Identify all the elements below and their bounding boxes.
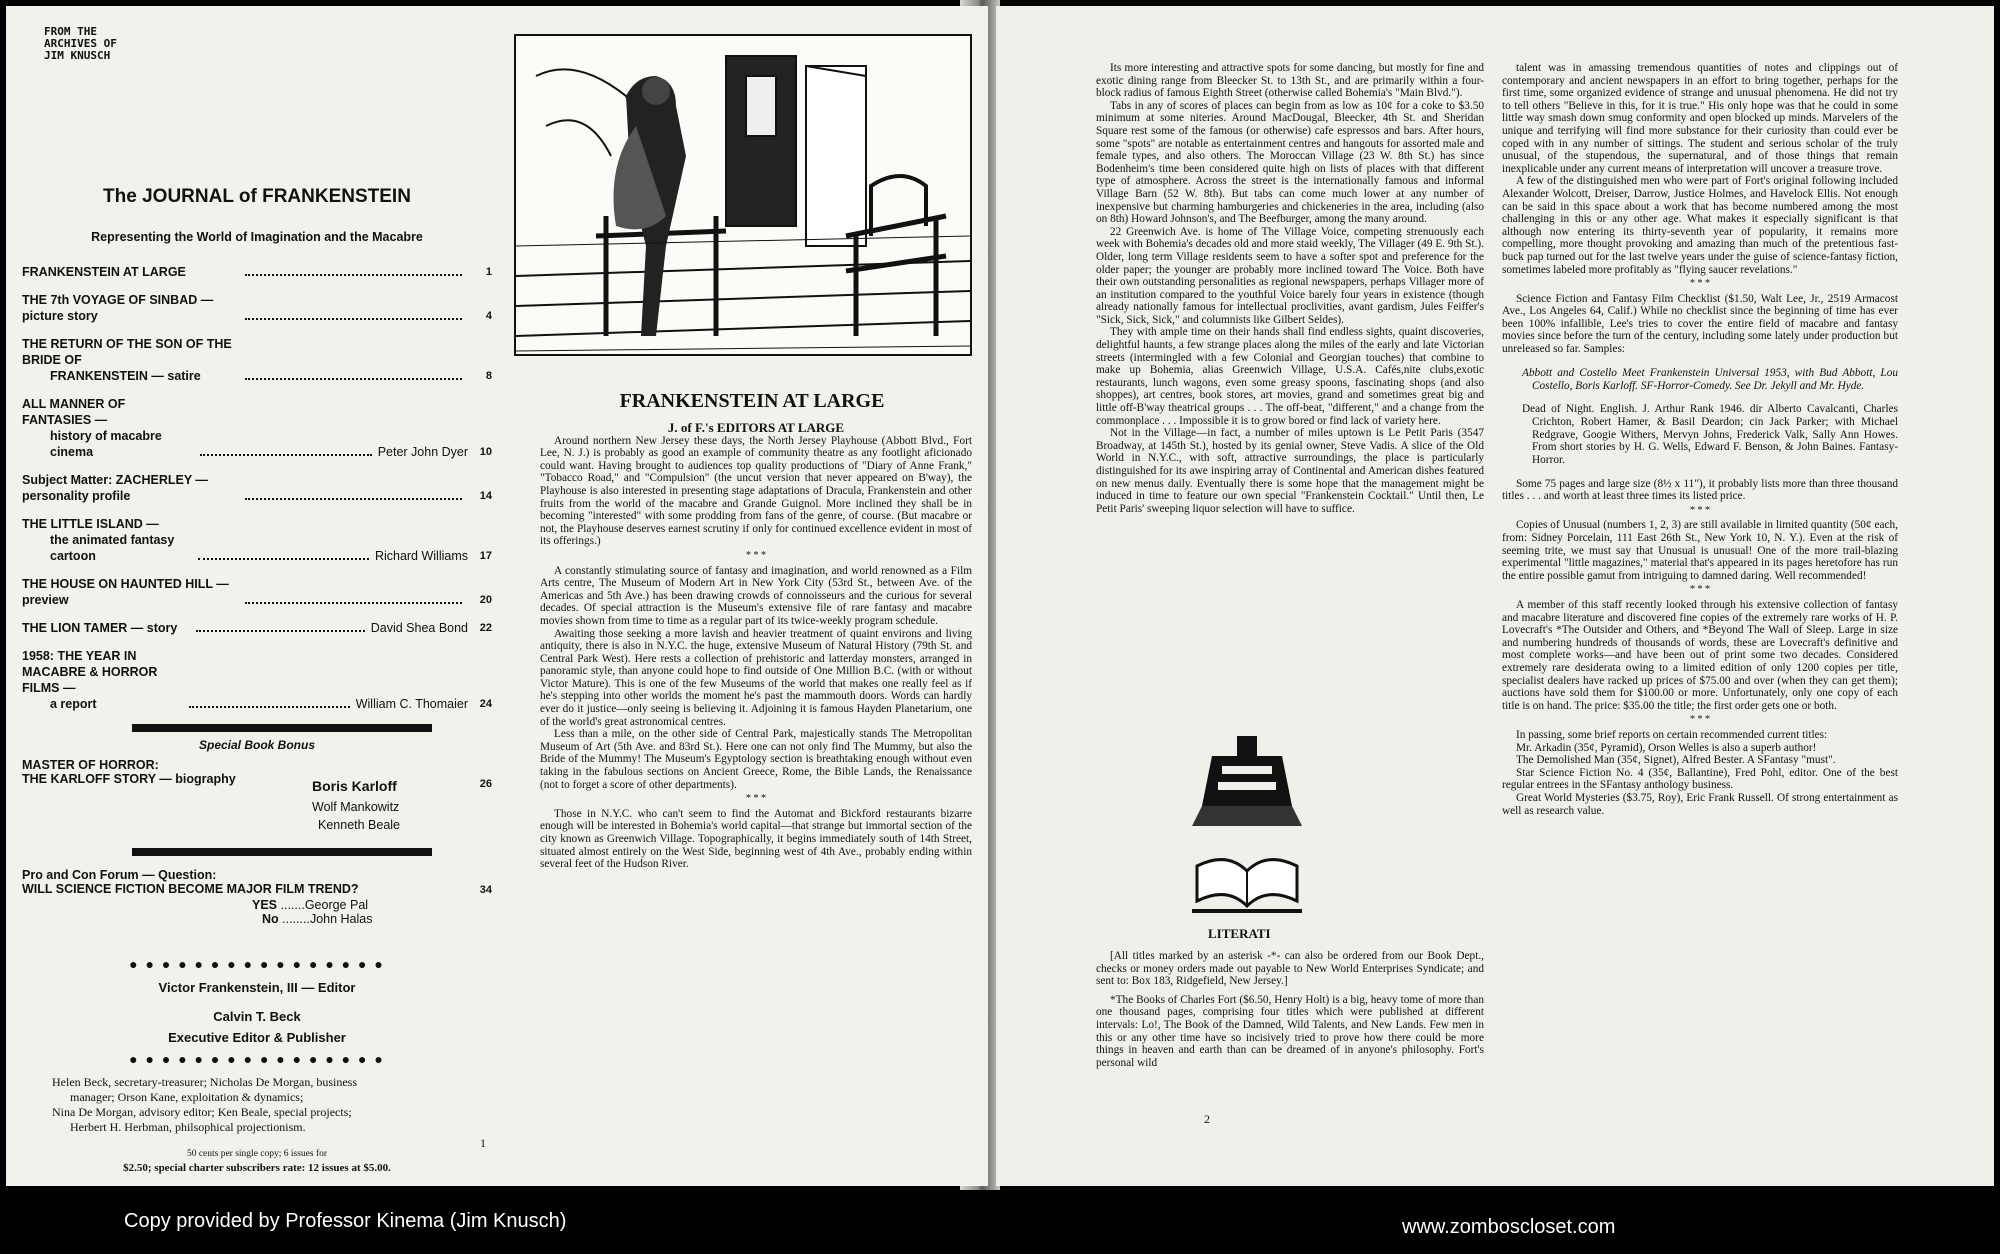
journal-subtitle: Representing the World of Imagination and the Macabre <box>91 230 423 244</box>
toc-page-number: 24 <box>479 698 493 710</box>
staff-line: Herbert H. Herbman, philsophical projectionism. <box>70 1120 306 1134</box>
toc-page-number: 14 <box>479 490 492 502</box>
section-stars: * * * <box>1690 584 1710 596</box>
toc-title-line: FRANKENSTEIN AT LARGE <box>22 265 186 279</box>
toc-author: Peter John Dyer <box>377 445 469 459</box>
toc-title-line: ALL MANNER OF FANTASIES — <box>22 397 126 427</box>
forum-yes-label: YES <box>252 898 278 912</box>
bullet-divider: ● ● ● ● ● ● ● ● ● ● ● ● ● ● ● ● <box>129 1051 385 1067</box>
toc-list <box>22 264 492 712</box>
exec-role: Executive Editor & Publisher <box>168 1030 346 1045</box>
price-line-1: 50 cents per single copy; 6 issues for <box>186 1149 328 1159</box>
toc-author: David Shea Bond <box>370 621 469 635</box>
staff-line: manager; Orson Kane, exploitation & dynamics; <box>70 1090 304 1104</box>
karloff-coauthor-2: Kenneth Beale <box>318 818 401 832</box>
article-paragraph: talent was in amassing tremendous quantities of notes and clippings out of contemporary and ancient newspapers in an effort to bring together, perhaps for the first time, some organized evidence of strange and unusual phenomena. He did not try to tell others "Believe in this, for it is true." His only hope was that he could in some little way smash down smug conformity and open blocked up minds. Marvelers of the unique and terrifying will find more substance for their curiosity than could ever be coped with in any number of sittings. The student and serious scholar of the truly unusual, of the stupendous, the supernatural, and of those things that remain inexplicable under any current means of interpretation will uncover a treasure trove. <box>1502 62 1898 175</box>
section-stars: * * * <box>746 793 766 805</box>
toc-author: Richard Williams <box>374 549 469 563</box>
toc-author: William C. Thomaier <box>355 697 469 711</box>
toc-page-number: 8 <box>485 370 492 382</box>
toc-entry[interactable] <box>22 472 492 504</box>
toc-entry-title <box>22 576 239 608</box>
article-paragraph: Star Science Fiction No. 4 (35¢, Ballantine), Fred Pohl, editor. One of the best regular entrees in the SFantasy anthology business. <box>1502 766 1898 792</box>
article-paragraph: *The Books of Charles Fort ($6.50, Henry Holt) is a big, heavy tome of more than one thousand pages, comprising four titles which were published at different intervals: Lo!, The Book of the Damned, Wild Talents, and New Lands. Few men in this or any other time have so incisively tried to prove how there could be more things in heaven and earth than can be dreamed of in anyone's philosophy. Fort's personal wild <box>1096 993 1484 1069</box>
left-page <box>6 6 988 1186</box>
footer-url[interactable]: www.zomboscloset.com <box>1402 1216 1616 1238</box>
divider-bar <box>132 724 432 732</box>
toc-page-number: 17 <box>479 550 493 562</box>
toc-title-line: THE 7th VOYAGE OF SINBAD — picture story <box>22 293 214 323</box>
article-paragraph: In passing, some brief reports on certain recommended current titles: <box>1516 728 1828 741</box>
toc-page-number: 22 <box>479 622 493 634</box>
staff-list <box>22 1075 492 1135</box>
price-line-2: $2.50; special charter subscribers rate: 12 issues at $5.00. <box>123 1162 391 1174</box>
article-column <box>540 390 972 871</box>
toc-leader-dots <box>189 706 350 708</box>
literati-heading: LITERATI <box>1208 926 1271 941</box>
karloff-line1: MASTER OF HORROR: <box>22 758 159 772</box>
forum-entry[interactable]: Pro and Con Forum — Question: WILL SCIENCE FICTION BECOME MAJOR FILM TREND? YES .......George Pal No ........John Halas 34 <box>22 868 492 926</box>
section-stars: * * * <box>1690 714 1710 726</box>
toc-title-line: THE LION TAMER — story <box>22 621 178 635</box>
forum-yes-name: George Pal <box>304 898 369 912</box>
page-number: 1 <box>480 1136 486 1150</box>
article-paragraph: Great World Mysteries ($3.75, Roy), Eric Frank Russell. Of strong entertainment as well as research value. <box>1502 791 1898 817</box>
table-of-contents <box>22 186 492 1186</box>
article-paragraph: 22 Greenwich Ave. is home of The Village Voice, competing strenuously each week with Bohemia's decades old and more staid weekly, The Villager (49 E. 9th St.). Older, long term Village residents seem to have a softer spot and preference for the older paper; the younger are probably more inclined toward The Voice. Both have their own outstanding personalities as regional newspapers, perhaps Villager more of an institution compared to the youthful Voice barely four years in existence (though already nationally famous for intellectual proclivities, avant gardism, Jules Feiffer's "Sick, Sick, Sick," and columnists like Gilbert Seldes). <box>1096 225 1484 326</box>
article-paragraph: A constantly stimulating source of fantasy and imagination, and world renowned as a Film Arts centre, The Museum of Modern Art in New York City (53rd St., between Ave. of the Americas and 5th Ave.) has been drawing crowds of connoisseurs and the curious for several decades. Of special attraction is the Museum's extensive file of rare fantasy and macabre movies shown from time to time as a regular part of its twice-weekly program schedule. <box>540 564 972 627</box>
article-paragraph: Those in N.Y.C. who can't seem to find the Automat and Bickford restaurants bizarre enough will be interested in Bohemia's world capital—that strange but immortal section of the city known as Greenwich Village. Topographically, it begins immediately south of 14th Street, situated almost entirely on the West Side, beginning west of 4th Ave., probably ending within several feet of the Hudson River. <box>540 807 972 871</box>
article-heading: FRANKENSTEIN AT LARGE <box>619 390 885 412</box>
article-paragraph: Some 75 pages and large size (8½ x 11"), it probably lists more than three thousand titles . . . and worth at least three times its listed price. <box>1502 477 1898 503</box>
footer-credit: Copy provided by Professor Kinema (Jim Knusch) <box>124 1210 567 1232</box>
section-stars: * * * <box>1690 278 1710 290</box>
toc-leader-dots <box>245 274 462 276</box>
toc-entry[interactable] <box>22 396 492 460</box>
article-paragraph: Awaiting those seeking a more lavish and heavier treatment of quaint environs and living antiquity, there is also in N.Y.C. the huge, extensive Museum of Natural History (79th St. and Central Park West). Here rests a collection of prehistoric and latterday monsters, arranged in panoramic style, than anyone could hope to find outside of One Million B.C. (with or without Victor Mature). This is one of the few Museums of the world that makes one really feel as if he's stepping into other worlds the moment he's past the mammouth doors. Words can hardly ever do it justice—only seeing is believing it. Adjoining it is famous Hayden Planetarium, one of the world's great astronomical centres. <box>540 627 972 728</box>
frankenstein-illustration <box>514 34 972 356</box>
toc-entry-title <box>22 292 239 324</box>
staff-line: Helen Beck, secretary-treasurer; Nicholas De Morgan, business <box>52 1075 358 1089</box>
forum-line1: Pro and Con Forum — Question: <box>22 868 217 882</box>
article-paragraph: Its more interesting and attractive spots for some dancing, but mostly for fine and exotic dining range from Bleecker St. to 13th St., and are primarily within a four-block radius of famous Eighth Street (otherwise called Bohemia's "Main Blvd."). <box>1096 62 1484 100</box>
checklist-entry: Dead of Night. English. J. Arthur Rank 1946. dir Alberto Cavalcanti, Charles Crichton, Robert Hamer, & Basil Deardon; cin Jack Parker; with Michael Redgrave, Googie Withers, Mervyn Johns, Frederick Valk, Sally Ann Howes. From short stories by H. G. Wells, Edward F. Benson, & John Baines. Fantasy-Horror. <box>1522 403 1898 466</box>
article-paragraph: Less than a mile, on the other side of Central Park, majestically stands The Metropolitan Museum of Art (5th Ave. and 83rd St.). Here one can not only find The Mummy, but also the Bride of the Mummy! The Museum's Egyptology section is breathtaking enough without even taking in the fabulous sections on Ancient Greece, Rome, the Bible Lands, the Renaissance (not to forget a score of other departments). <box>540 728 972 791</box>
section-stars: * * * <box>746 549 766 561</box>
editor-line: Victor Frankenstein, III — Editor <box>158 980 356 995</box>
right-column-b <box>1502 62 1898 817</box>
toc-page-number: 4 <box>485 310 492 322</box>
toc-leader-dots <box>198 558 368 560</box>
toc-title-line: FRANKENSTEIN — satire <box>50 369 201 383</box>
bullet-divider: ● ● ● ● ● ● ● ● ● ● ● ● ● ● ● ● <box>129 956 385 972</box>
toc-title-line: a report <box>50 697 97 711</box>
forum-line2: WILL SCIENCE FICTION BECOME MAJOR FILM TREND? <box>22 882 359 896</box>
karloff-page: 26 <box>479 778 492 790</box>
right-page <box>996 6 1994 1186</box>
divider-bar <box>132 848 432 856</box>
toc-entry[interactable] <box>22 264 492 280</box>
section-stars: * * * <box>1690 504 1710 516</box>
book-bonus-label: Special Book Bonus <box>198 738 316 752</box>
article-paragraph: They with ample time on their hands shall find endless sights, quaint discoveries, delightful haunts, a few strange places along the miles of the early and late Victorian streets (intermingled with a few Colonial and Georgian touches) that combine to make up Bohemia, alias Greenwich Village, U.S.A. Cafés,nite clubs,exotic restaurants, lunch wagons, even some greasy spoons, fascinating shops (and also shoppes), art centres, book stores, art movies, grand and sometimes great big and little off-B'way theatrical groups . . . The off-beat, "different," and a change from the commonplace . . . Impossible it is to grow bored or find lack of variety here. <box>1096 326 1484 427</box>
toc-title-line: Subject Matter: ZACHERLEY — personality profile <box>22 473 208 503</box>
karloff-entry[interactable] <box>22 758 492 838</box>
toc-leader-dots <box>245 498 462 500</box>
lamp-book-illustration <box>1182 736 1312 920</box>
article-paragraph: [All titles marked by an asterisk -*- can also be ordered from our Book Dept., checks or money orders made out payable to New World Enterprises Syndicate; and sent to: Box 183, Ridgefield, New Jersey.] <box>1096 950 1484 988</box>
forum-no-name: John Halas <box>309 912 373 926</box>
article-paragraph: A member of this staff recently looked through his extensive collection of fantasy and macabre literature and discovered fine copies of the extremely rare works of H. P. Lovecraft's *The Outsider and Others, and *Beyond The Wall of Sleep. Large in size and numbering hundreds of thousands of words, these are Lovecraft's definitive and most complete works—and have been out of print some two decades. Considered extremely rare desiderata owing to a limited edition of only 1200 copies per title, specialist dealers have racked up prices of $75.00 and over (when they can get them); auctions have sold them for $100.00 or more. Unfortunately, only one copy of each title is on hand. The price: $35.00 the title; the first order gets one or both. <box>1502 599 1898 712</box>
toc-title-line: 1958: THE YEAR IN MACABRE & HORROR FILMS — <box>22 649 158 695</box>
exec-name: Calvin T. Beck <box>213 1009 301 1024</box>
toc-entry-title <box>22 264 239 280</box>
journal-title: The JOURNAL of FRANKENSTEIN <box>103 186 411 207</box>
toc-title-line: history of macabre cinema <box>50 429 162 459</box>
toc-title-line: THE LITTLE ISLAND — <box>22 517 159 531</box>
toc-leader-dots <box>245 602 462 604</box>
right-column-a <box>1096 62 1484 515</box>
staff-line: Nina De Morgan, advisory editor; Ken Beale, special projects; <box>52 1105 352 1119</box>
toc-entry[interactable] <box>22 576 492 608</box>
article-paragraph: Mr. Arkadin (35¢, Pyramid), Orson Welles is also a superb author! <box>1516 741 1817 754</box>
toc-title-line: the animated fantasy cartoon <box>50 533 175 563</box>
toc-title-line: THE RETURN OF THE SON OF THE BRIDE OF <box>22 337 232 367</box>
article-paragraph: Copies of Unusual (numbers 1, 2, 3) are still available in limited quantity (50¢ each, from: Sidney Porcelain, 111 East 26th St., New York 10, N. Y.). Even at the risk of seeming trite, we must say that Unusual is unusual! One of the more trail-blazing experimental "little magazines," material that's appeared in its pages heretofore has run the entire possible gamut from intriguing to damned daring. Well recommended! <box>1502 519 1898 582</box>
forum-no-label: No <box>262 912 279 926</box>
karloff-coauthor-1: Wolf Mankowitz <box>312 800 400 814</box>
toc-entry-title <box>22 396 194 460</box>
toc-entry-title <box>22 516 192 564</box>
checklist-entry: Abbott and Costello Meet Frankenstein Universal 1953, with Bud Abbott, Lou Costello, Boris Karloff. SF-Horror-Comedy. See Dr. Jekyll and Mr. Hyde. <box>1522 366 1898 392</box>
toc-leader-dots <box>245 378 462 380</box>
article-paragraph: The Demolished Man (35¢, Signet), Alfred Bester. A SFantasy "must". <box>1516 754 1836 767</box>
article-paragraph: A few of the distinguished men who were part of Fort's original following included Alexander Wolcott, Dreiser, Darrow, Justice Holmes, and Havelock Ellis. Not enough can be said in this space about a work that has become numbered among the most challenging in this or any other age. What makes it especially significant is that although now entering its thirty-seventh year of popularity, it remains more compelling, more thought provoking and amazing than much of the pretentious fast-buck pap turned out for the last twelve years under the guise of science-fantasy fiction, sometimes labeled more profitably as "flying saucer revelations." <box>1502 175 1898 276</box>
toc-entry[interactable] <box>22 292 492 324</box>
toc-leader-dots <box>200 454 372 456</box>
karloff-author: Boris Karloff <box>312 778 397 794</box>
archive-stamp: FROM THE ARCHIVES OF JIM KNUSCH <box>44 25 117 62</box>
forum-page: 34 <box>479 884 492 896</box>
toc-entry[interactable] <box>22 648 492 712</box>
toc-entry[interactable] <box>22 516 492 564</box>
toc-page-number: 20 <box>479 594 492 606</box>
toc-entry-title <box>22 472 239 504</box>
toc-entry-title <box>22 336 239 384</box>
toc-leader-dots <box>245 318 462 320</box>
toc-entry-title <box>22 620 190 636</box>
toc-entry[interactable] <box>22 336 492 384</box>
article-subheading: J. of F.'s EDITORS AT LARGE <box>667 420 845 435</box>
article-paragraph: Science Fiction and Fantasy Film Checklist ($1.50, Walt Lee, Jr., 2519 Armacost Ave., Los Angeles 64, Calif.) While no checklist since the beginning of time has ever been 100% infallible, Lee's tries to cover the entire field of macabre and fantasy movies since before the turn of the century, including some lately under production but unreleased so far. Samples: <box>1502 292 1898 356</box>
toc-page-number: 10 <box>479 446 493 458</box>
price-info <box>22 1147 492 1175</box>
toc-title-line: THE HOUSE ON HAUNTED HILL — preview <box>22 577 229 607</box>
literati-column <box>1096 950 1484 1069</box>
karloff-line2: THE KARLOFF STORY — biography <box>22 772 236 786</box>
article-paragraph: Not in the Village—in fact, a number of miles uptown is Le Petit Paris (3547 Broadway, at 145th St.), hosted by its genial owner, Steve Vadis. A slice of the Old World in N.Y.C., with soft, attractive surroundings, the place is particularly distinguished for its awe inspiring array of Continental and American dishes featured on new menus daily. Eventually there is some hope that the management might be induced in time to feature our own special "Frankenstein Cocktail." Until then, Le Petit Paris' sweeping liquor selection will have to suffice. <box>1096 427 1484 515</box>
article-paragraph: Around northern New Jersey these days, the North Jersey Playhouse (Abbott Blvd., Fort Lee, N. J.) is probably as good an example of community theatre as any footlight aficionado could want. Having brought to audiences top quality productions of "Diary of Anne Frank," "Tobacco Road," and "Compulsion" (the uncut version that never appeared on B'way), the Playhouse is also interested in presenting stage adaptations of Dracula, Frankenstein and other fruits from the world of the macabre and Grande Guignol. More inclined they shall be in becoming "interested" with some prodding from fans of the genre, of course. (But macabre or not, the Playhouse deserves earnest scrutiny if only for continued excellence evident in most of its offerings.) <box>540 434 972 548</box>
toc-entry-title <box>22 648 183 712</box>
toc-leader-dots <box>196 630 364 632</box>
page-number: 2 <box>1204 1112 1210 1126</box>
toc-page-number: 1 <box>485 266 492 278</box>
toc-entry[interactable] <box>22 620 492 636</box>
article-paragraph: Tabs in any of scores of places can begin from as low as 10¢ for a coke to $3.50 minimum at some niteries. Around MacDougal, Bleecker, 4th St. and Sheridan Square rest some of the famous (or otherwise) cafe espressos and bars. After hours, some "spots" are notable as entertainment centres and hangouts for assorted male and female types, and also others. The Moroccan Village (23 W. 8th St.) has since Bodenheim's time been considered quite high on lists of places with that different type of atmosphere. Across the street is the internationally famous and informal Village Barn (52 W. 8th). But tabs can come much lower at any number of inexpensive but charming hamburgeries and chickeneries in the area, including (also on 8th) Howard Johnson's, and The Beefburger, among the many around. <box>1096 99 1484 226</box>
